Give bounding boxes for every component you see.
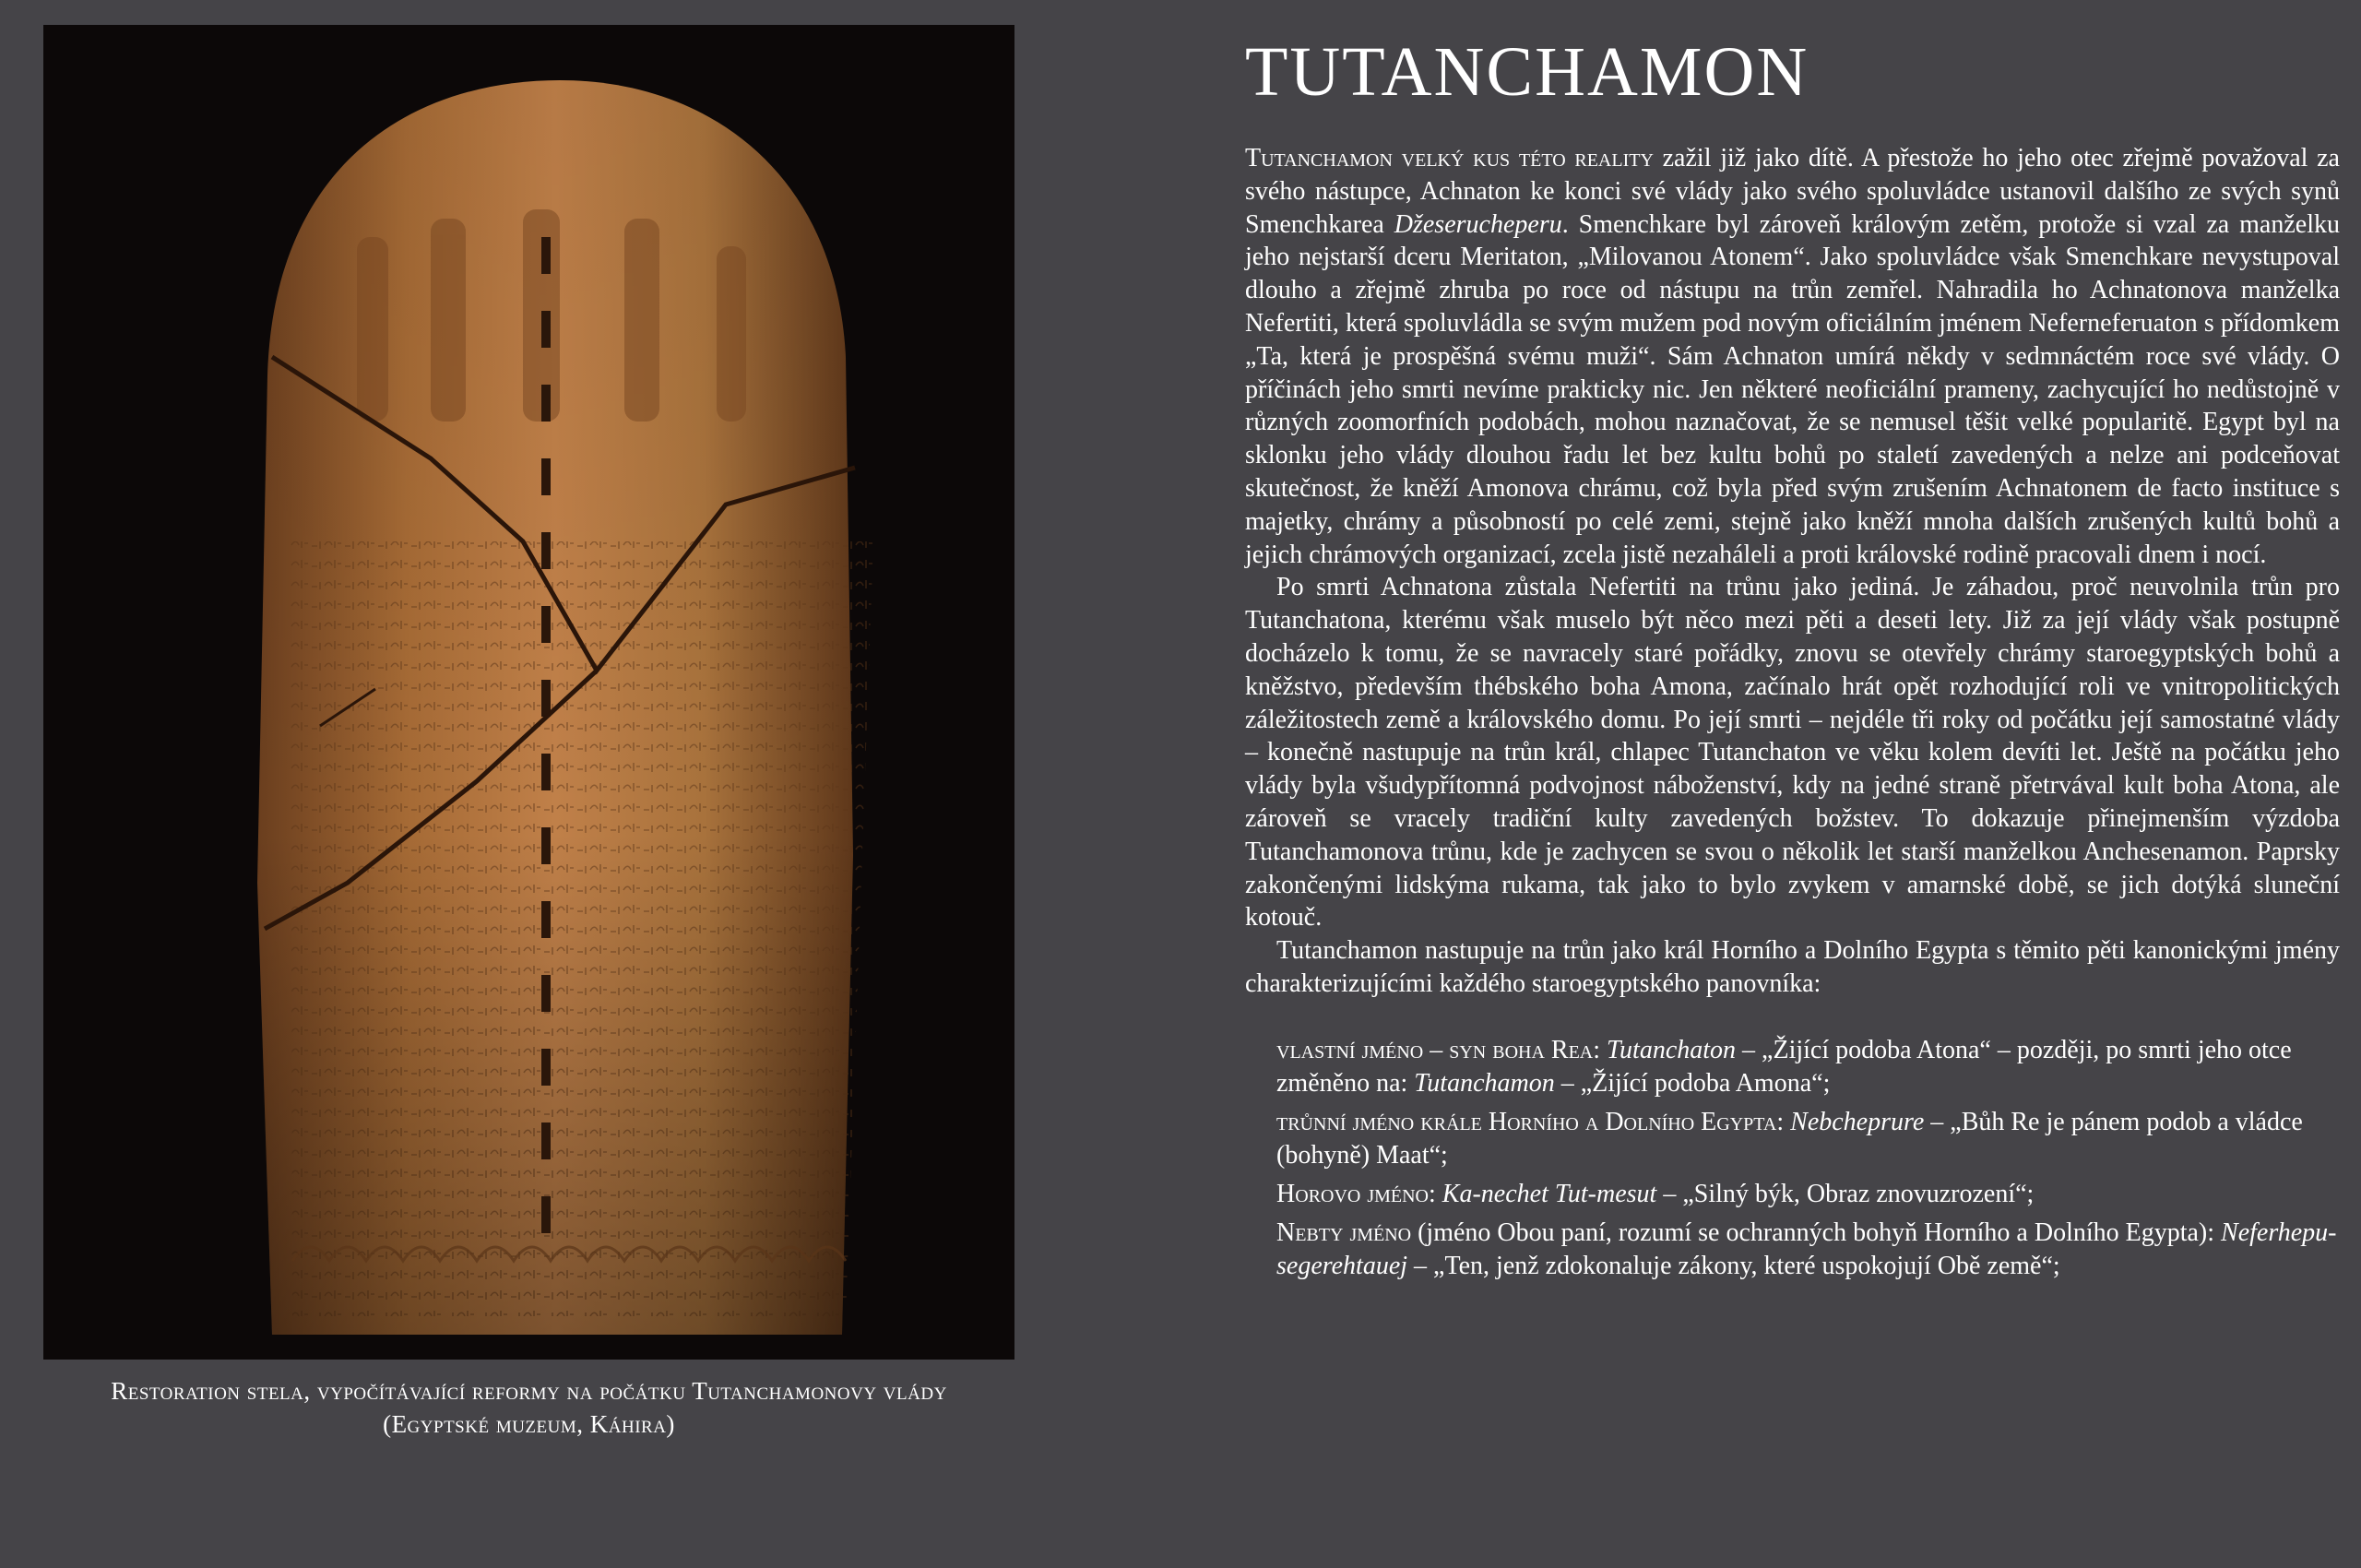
paragraph-lead: Tutanchamon velký kus této reality xyxy=(1245,144,1654,172)
name-item-horus xyxy=(1276,1178,2340,1211)
paragraph-1 xyxy=(1245,142,2340,571)
paragraph-1-text-a: zažil již jako dítě. A přestože ho jeho otec zřejmě považoval za svého nástupce, Achnaton ke konci své vlády jako svého spoluvládce ustanovil dalšího ze svých synů Smenchkarea xyxy=(1245,144,2340,239)
figure-caption xyxy=(0,1374,1058,1441)
paragraph-2: Po smrti Achnatona zůstala Nefertiti na trůnu jako jediná. Je záhadou, proč neuvolnila trůn pro Tutanchatona, kterému však muselo být něco mezi pěti a deseti lety. Již za její vlády však postupně docházelo k tomu, že se navracely staré pořádky, znovu se otevřely chrámy staroegyptských bohů a kněžstvo, především thébského boha Amona, začínalo hrát opět rozhodující roli ve vnitropolitických záležitostech země a královského domu. Po její smrti – nejdéle tři roky od počátku její samostatné vlády – konečně nastupuje na trůn král, chlapec Tutanchaton ve věku kolem devíti let. Ještě na počátku jeho vlády byla všudypřítomná podvojnost náboženství, kdy na jedné straně přetrvával kult boha Atona, ale zároveň se vracely tradiční kulty zavedených božstev. To dokazuje přinejmenším výzdoba Tutanchamonova trůnu, kde je zachycen se svou o několik let starší manželkou Anchesenamon. Paprsky zakončenými lidskýma rukama, tak jako to bylo zvykem v amarnské době, se jich dotýká sluneční kotouč. xyxy=(1245,573,2340,932)
name-italic: Nebcheprure xyxy=(1790,1107,1925,1136)
name-italic: Tutanchaton xyxy=(1607,1035,1737,1064)
article xyxy=(1245,35,2340,1289)
name-item-throne xyxy=(1276,1106,2340,1172)
stela-photo xyxy=(43,25,1014,1360)
article-title: TUTANCHAMON xyxy=(1245,33,1809,111)
caption-line-2: (Egyptské muzeum, Káhira) xyxy=(383,1410,675,1438)
royal-names-list xyxy=(1245,1034,2340,1283)
paragraph-1-italic: Džeserucheperu xyxy=(1394,209,1562,239)
name-text-2: – „Žijící podoba Amona“; xyxy=(1554,1068,1831,1098)
name-pre-text: (jméno Obou paní, rozumí se ochranných bohyň Horního a Dolního Egypta): xyxy=(1411,1218,2222,1247)
name-text: – „Silný býk, Obraz znovuzrození“; xyxy=(1656,1179,2035,1208)
paragraph-1-text-b: . Smenchkare byl zároveň královým zetěm, protože si vzal za manželku jeho nejstarší dceru Meritaton, „Milovanou Atonem“. Jako spoluvládce však Smenchkare nevystupoval dlouho a zřejmě zhruba po roce od nástupu na trůn zemřel. Nahradila ho Achnatonova manželka Nefertiti, která spoluvládla se svým mužem pod novým oficiálním jménem Neferneferuaton s přídomkem „Ta, která je prospěšná svému muži“. Sám Achnaton umírá někdy v sedmnáctém roce své vlády. O příčinách jeho smrti nevíme prakticky nic. Jen některé neoficiální prameny, zachycující ho nedůstojně v různých zoomorfních podobách, mohou naznačovat, že se nemusel těšit velké popularitě. Egypt byl na sklonku jeho vlády dlouhou řadu let bez kultu bohů po staletí zavedených a nelze ani podceňovat skutečnost, že kněží Amonova chrámu, což byla před svým zrušením Achnatonem de facto instituce s majetky, chrámy a působností po celé zemi, stejně jako kněží mnoha dalších zrušených kultů bohů a jejich chrámových organizací, zcela jistě nezaháleli a proti královské rodině pracovali dnem i nocí. xyxy=(1245,209,2340,569)
name-label: vlastní jméno – syn boha Rea: xyxy=(1276,1035,1601,1064)
name-label: Nebty jméno xyxy=(1276,1218,1412,1247)
name-label: Horovo jméno: xyxy=(1276,1179,1436,1208)
stela-image xyxy=(43,25,1014,1360)
name-label: trůnní jméno krále Horního a Dolního Egypta: xyxy=(1276,1107,1785,1136)
name-italic: Ka-nechet Tut-mesut xyxy=(1442,1179,1657,1208)
paragraph-3: Tutanchamon nastupuje na trůn jako král Horního a Dolního Egypta s těmito pěti kanonickými jmény charakterizujícími každého staroegyptského panovníka: xyxy=(1245,936,2340,998)
name-text: – „Ten, jenž zdokonaluje zákony, které uspokojují Obě země“; xyxy=(1407,1251,2060,1280)
caption-line-1: Restoration stela, vypočítávající reformy na počátku Tutanchamonovy vlády xyxy=(111,1377,947,1405)
name-item-personal xyxy=(1276,1034,2340,1100)
name-italic-2: Tutanchamon xyxy=(1414,1068,1555,1098)
name-text: – „Bůh Re je pánem podob a vládce (bohyně) Maat“; xyxy=(1276,1107,2303,1170)
name-item-nebty xyxy=(1276,1217,2340,1283)
name-text: – „Žijící podoba Atona“ – později, po smrti jeho otce změněno na: xyxy=(1276,1035,2292,1098)
name-italic: Neferhepu-segerehtauej xyxy=(1276,1218,2337,1280)
